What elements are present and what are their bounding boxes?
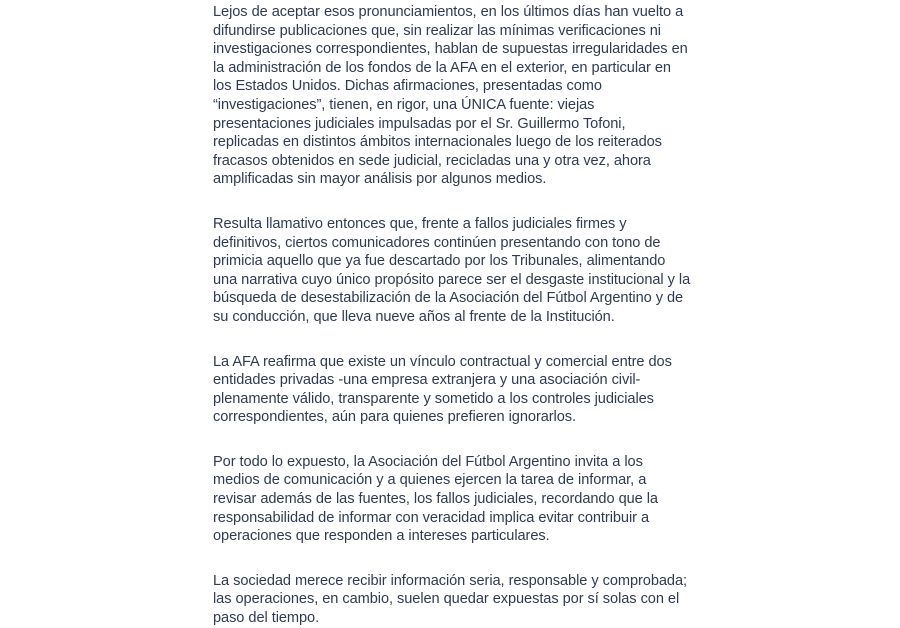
statement-body [213,3,692,628]
statement-document [213,0,692,627]
statement-paragraph-3: La AFA reafirma que existe un vínculo contractual y comercial entre dos entidades privadas -una empresa extranjera y una asociación civil- plenamente válido, transparente y sometido a los controles judiciales correspondientes, aún para quienes prefieren ignorarlos. [213,353,672,426]
statement-paragraph-2: Resulta llamativo entonces que, frente a fallos judiciales firmes y definitivos, ciertos comunicadores continúen presentando con tono de primicia aquello que ya fue descartado por los Tribunales, alimentando una narrativa cuyo único propósito parece ser el desgaste institucional y la búsqueda de desestabilización de la Asociación del Fútbol Argentino y de su conducción, que lleva nueve años al frente de la Institución. [213,215,691,325]
clipped-previous-line [213,0,692,1]
statement-paragraph-1: Lejos de aceptar esos pronunciamientos, en los últimos días han vuelto a difundirse publicaciones que, sin realizar las mínimas verificaciones ni investigaciones correspondientes, hablan de supuestas irregularidades en la administración de los fondos de la AFA en el exterior, en particular en los Estados Unidos. Dichas afirmaciones, presentadas como “investigaciones”, tienen, en rigor, una ÚNICA fuente: viejas presentaciones judiciales impulsadas por el Sr. Guillermo Tofoni, replicadas en distintos ámbitos internacionales luego de los reiterados fracasos obtenidos en sede judicial, recicladas una y otra vez, ahora amplificadas sin mayor análisis por algunos medios. [213,4,688,188]
statement-paragraph-4: Por todo lo expuesto, la Asociación del Fútbol Argentino invita a los medios de comunicación y a quienes ejercen la tarea de informar, a revisar además de las fuentes, los fallos judiciales, recordando que la responsabilidad de informar con veracidad implica evitar contribuir a operaciones que responden a intereses particulares. [213,453,658,545]
statement-paragraph-5: La sociedad merece recibir información seria, responsable y comprobada; las operaciones, en cambio, suelen quedar expuestas por sí solas con el paso del tiempo. [213,572,687,627]
